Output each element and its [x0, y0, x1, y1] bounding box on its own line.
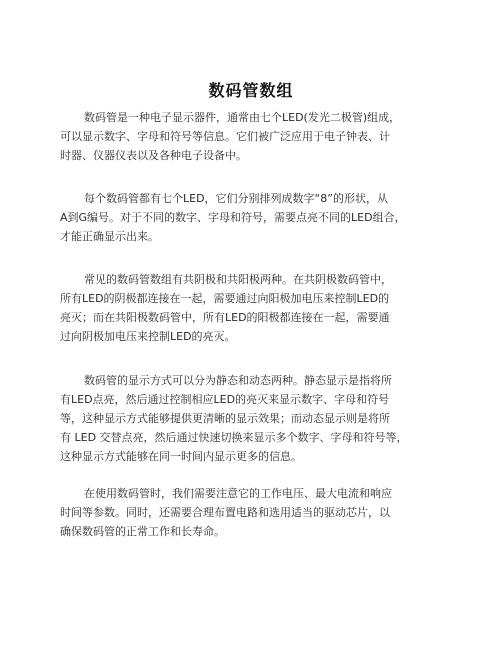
paragraph-line: 这种显示方式能够在同一时间内显示更多的信息。: [60, 450, 302, 463]
paragraph-1: [60, 108, 450, 165]
paragraph-5: [60, 484, 450, 541]
paragraph-line: 等，这种显示方式能够提供更清晰的显示效果；而动态显示则是将所: [60, 412, 390, 425]
paragraph-line: 过向阴极加电压来控制LED的亮灭。: [60, 330, 236, 343]
paragraph-2: [60, 189, 450, 246]
paragraph-line: 可以显示数字、字母和符号等信息。它们被广泛应用于电子钟表、计: [60, 130, 390, 143]
paragraph-line: 有LED点亮，然后通过控制相应LED的亮灭来显示数字、字母和符号: [60, 393, 390, 406]
paragraph-line: 所有LED的阴极都连接在一起，需要通过向阳极加电压来控制LED的: [60, 292, 390, 305]
paragraph-line: 每个数码管都有七个LED，它们分别排列成数字“8”的形状，从: [84, 192, 388, 205]
paragraph-line: 在使用数码管时，我们需要注意它的工作电压、最大电流和响应: [84, 487, 392, 500]
paragraph-line: 数码管的显示方式可以分为静态和动态两种。静态显示是指将所: [84, 374, 392, 387]
document-title: 数码管数组: [208, 81, 294, 100]
paragraph-line: 亮灭；而在共阳极数码管中，所有LED的阳极都连接在一起，需要通: [60, 311, 390, 324]
paragraph-4: [60, 371, 450, 466]
paragraph-line: 确保数码管的正常工作和长寿命。: [60, 525, 225, 538]
paragraph-line: 时间等参数。同时，还需要合理布置电路和选用适当的驱动芯片，以: [60, 506, 390, 519]
paragraph-line: 数码管是一种电子显示器件，通常由七个LED(发光二极管)组成，: [84, 111, 401, 124]
paragraph-line: 才能正确显示出来。: [60, 230, 159, 243]
paragraph-line: A到G编号。对于不同的数字、字母和符号，需要点亮不同的LED组合，: [60, 211, 406, 224]
paragraph-3: [60, 270, 450, 346]
paragraph-line: 有 LED 交替点亮，然后通过快速切换来显示多个数字、字母和符号等，: [60, 431, 408, 444]
paragraph-line: 常见的数码管数组有共阴极和共阳极两种。在共阴极数码管中，: [84, 273, 392, 286]
paragraph-line: 时器、仪器仪表以及各种电子设备中。: [60, 149, 247, 162]
